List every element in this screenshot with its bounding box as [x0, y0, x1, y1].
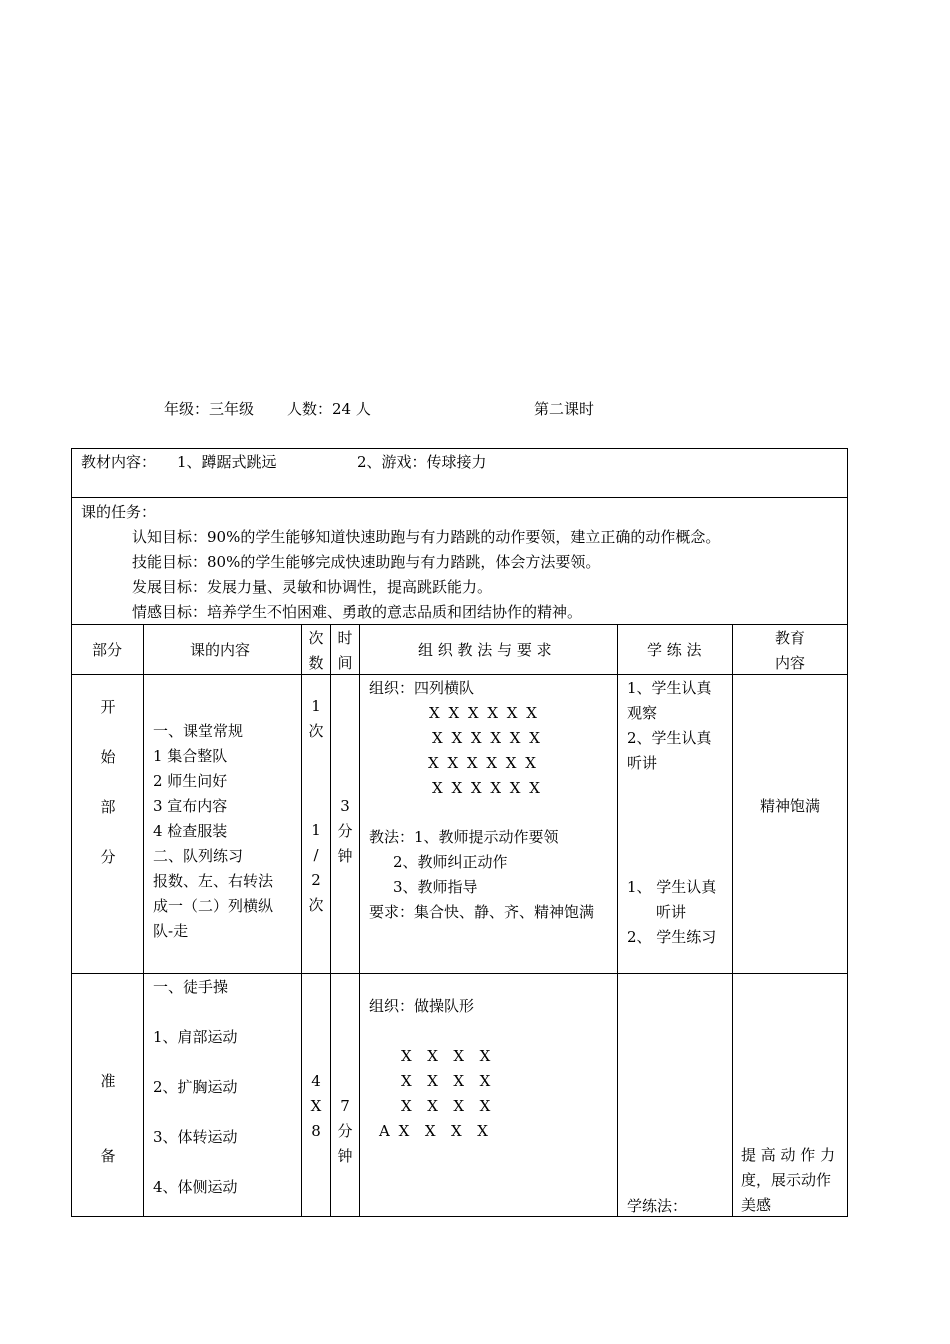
times-value: / — [313, 846, 319, 864]
col-content: 课的内容 — [190, 641, 251, 659]
teaching-method: 2、教师纠正动作 — [393, 853, 508, 871]
content-label: 教材内容： — [81, 453, 157, 471]
goal-cognitive: 认知目标：90%的学生能够知道快速助跑与有力踏跳的动作要领，建立正确的动作概念。 — [132, 528, 721, 546]
time-value: 钟 — [337, 1147, 353, 1165]
part-char: 备 — [100, 1147, 116, 1165]
content-line: 1、肩部运动 — [153, 1028, 238, 1046]
col-times-2: 数 — [308, 654, 324, 672]
education-line: 提 高 动 作 力 — [741, 1146, 836, 1164]
part-char: 始 — [100, 748, 116, 766]
formation-row: X X X X X X — [432, 729, 542, 747]
content-line: 2 师生问好 — [153, 772, 228, 790]
method-label: 学练法： — [627, 1197, 688, 1215]
content-line: 一、课堂常规 — [153, 722, 244, 740]
teaching-method: 3、教师指导 — [393, 878, 478, 896]
content-line: 成一（二）列横纵 — [153, 897, 274, 915]
col-method: 学 练 法 — [647, 641, 702, 659]
formation-row: X X X X X X — [429, 704, 539, 722]
content-line: 4 检查服装 — [153, 822, 228, 840]
col-times-1: 次 — [308, 629, 324, 647]
content-line: 二、队列练习 — [153, 847, 244, 865]
teaching-method: 教法：1、教师提示动作要领 — [369, 828, 559, 846]
method-line: 1、学生认真 — [627, 679, 712, 697]
part-char: 部 — [100, 798, 116, 816]
formation-row: X X X X X X — [428, 754, 538, 772]
content-line: 报数、左、右转法 — [153, 872, 274, 890]
content-line: 一、徒手操 — [153, 978, 229, 996]
education-line: 度，展示动作 — [741, 1171, 832, 1189]
col-education-2: 内容 — [774, 654, 805, 672]
time-value: 钟 — [337, 847, 353, 865]
content-item-2: 2、游戏：传球接力 — [357, 453, 487, 471]
content-line: 3 宣布内容 — [153, 797, 228, 815]
method-line: 听讲 — [627, 754, 658, 772]
times-value: 次 — [308, 722, 324, 740]
col-education-1: 教育 — [774, 629, 805, 647]
requirements: 要求：集合快、静、齐、精神饱满 — [369, 903, 595, 921]
times-value: 次 — [308, 896, 324, 914]
section1-content — [153, 719, 273, 944]
formation-row: X X X X — [401, 1097, 493, 1115]
grade-label: 年级：三年级 — [164, 400, 255, 418]
content-item-1: 1、蹲踞式跳远 — [177, 453, 277, 471]
content-line: 4、体侧运动 — [153, 1178, 238, 1196]
method-line: 听讲 — [656, 903, 687, 921]
org-title: 组织：做操队形 — [369, 997, 475, 1015]
times-value: 4 — [311, 1072, 321, 1090]
method-line: 2、学生认真 — [627, 729, 712, 747]
goal-skill: 技能目标：80%的学生能够完成快速助跑与有力踏跳，体会方法要领。 — [132, 553, 601, 571]
time-value: 7 — [340, 1097, 350, 1115]
col-part: 部分 — [92, 641, 123, 659]
content-line: 2、扩胸运动 — [153, 1078, 238, 1096]
education-content: 精神饱满 — [759, 797, 820, 815]
content-line: 1 集合整队 — [153, 747, 228, 765]
education-line: 美感 — [741, 1196, 772, 1214]
times-value: X — [310, 1097, 322, 1115]
lesson-number: 第二课时 — [534, 400, 595, 418]
time-value: 分 — [337, 1122, 353, 1140]
times-value: 1 — [311, 697, 321, 715]
part-char: 分 — [100, 848, 116, 866]
time-value: 分 — [337, 822, 353, 840]
col-organization: 组 织 教 法 与 要 求 — [418, 641, 552, 659]
formation-row: X X X X — [401, 1072, 493, 1090]
col-time-1: 时 — [337, 629, 353, 647]
times-value: 1 — [311, 821, 321, 839]
content-line: 队-走 — [153, 922, 189, 940]
goal-affective: 情感目标：培养学生不怕困难、勇敢的意志品质和团结协作的精神。 — [132, 603, 583, 621]
content-line: 3、体转运动 — [153, 1128, 238, 1146]
task-title: 课的任务： — [81, 503, 157, 521]
formation-row: A X X X X — [379, 1122, 490, 1140]
section2-education — [741, 1143, 835, 1218]
part-char: 准 — [100, 1072, 116, 1090]
section1-method-a — [627, 676, 712, 776]
method-line: 2、 学生练习 — [627, 928, 717, 946]
formation-row: X X X X X X — [432, 779, 542, 797]
formation-row: X X X X — [401, 1047, 493, 1065]
method-line: 1、 学生认真 — [627, 878, 717, 896]
time-value: 3 — [340, 797, 350, 815]
times-value: 2 — [311, 871, 321, 889]
part-char: 开 — [100, 698, 116, 716]
times-value: 8 — [311, 1122, 321, 1140]
col-time-2: 间 — [337, 654, 353, 672]
student-count: 人数：24 人 — [287, 400, 371, 418]
org-title: 组织：四列横队 — [369, 679, 475, 697]
goal-development: 发展目标：发展力量、灵敏和协调性，提高跳跃能力。 — [132, 578, 493, 596]
method-line: 观察 — [627, 704, 658, 722]
